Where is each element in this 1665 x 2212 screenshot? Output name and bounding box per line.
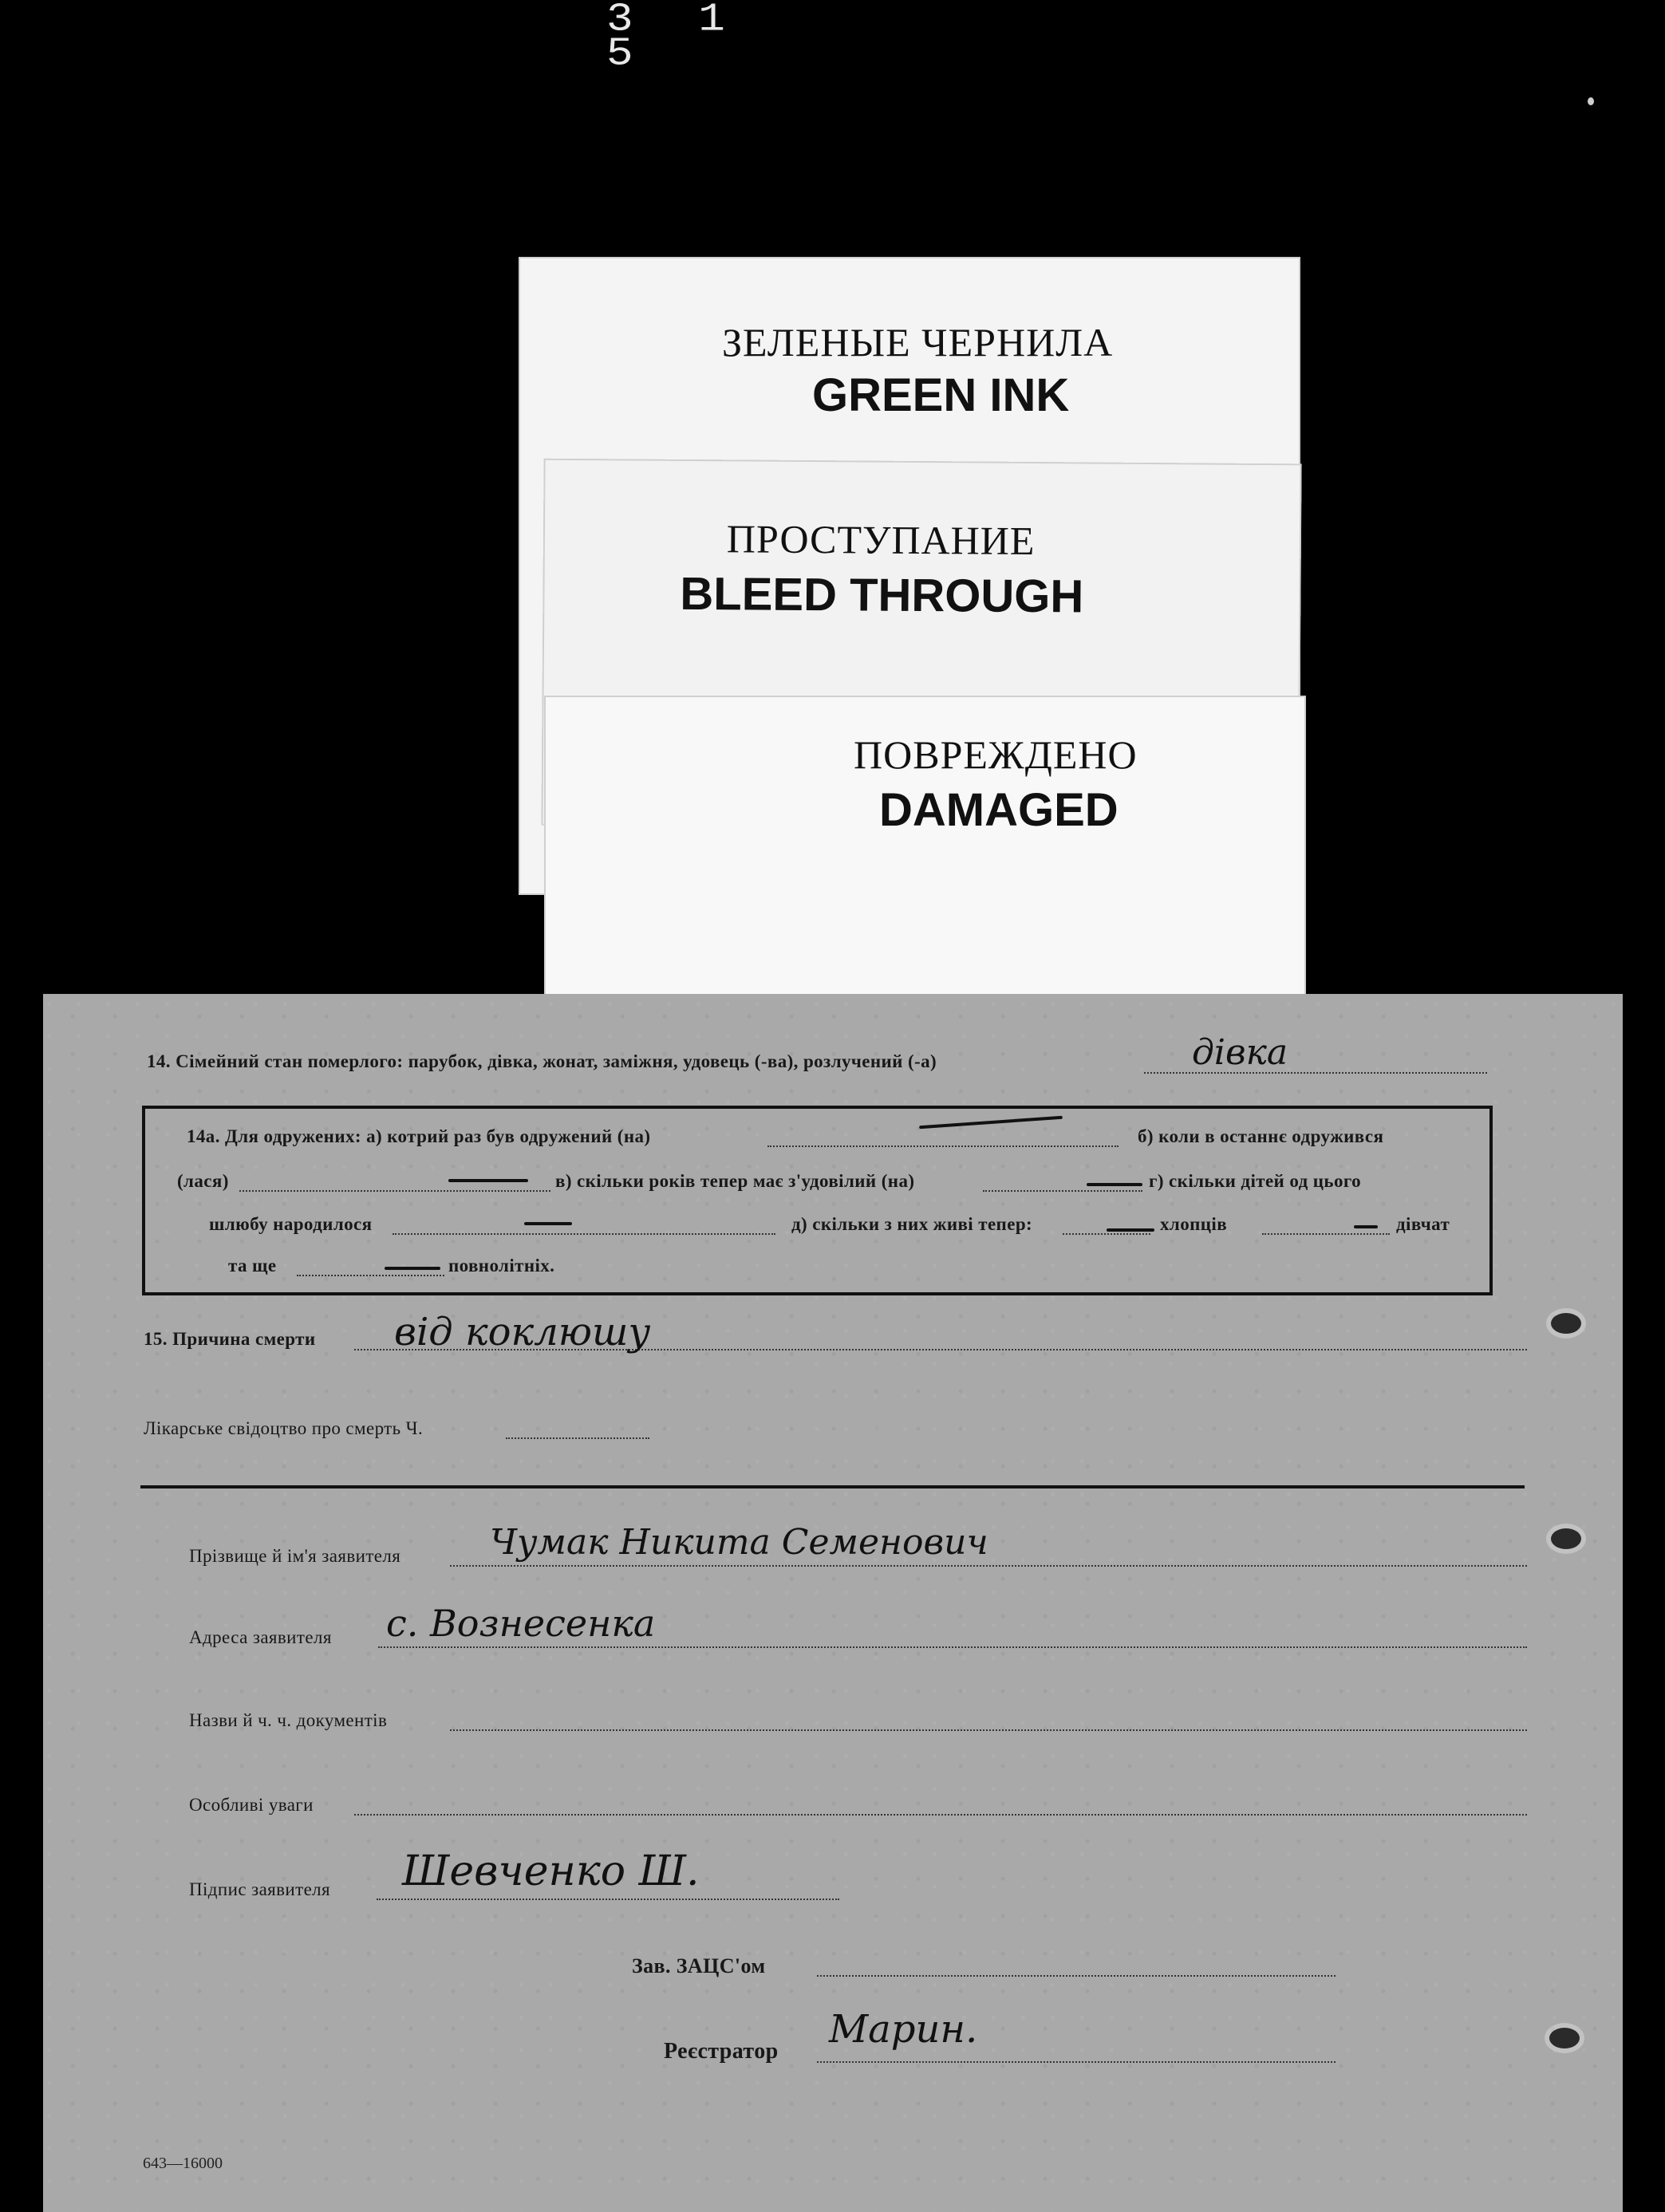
field-15-value: від коклюшу [394, 1310, 651, 1354]
applicant-address-line [378, 1646, 1527, 1648]
label-damaged-ru: ПОВРЕЖДЕНО [854, 732, 1138, 777]
documents-line [450, 1729, 1527, 1731]
label-damaged-en: DAMAGED [879, 784, 1119, 836]
registrar-line [817, 2061, 1336, 2063]
applicant-name-value: Чумак Никита Семенович [490, 1522, 988, 1563]
field-14a-line2a: (лася) [177, 1171, 229, 1191]
zags-head-line [817, 1975, 1336, 1977]
documents-label: Назви й ч. ч. документів [189, 1710, 388, 1730]
field-14a-line3-dots-3 [1262, 1233, 1390, 1235]
field-14a-line3-dots-2 [1063, 1233, 1150, 1235]
field-14a-line3b: д) скільки з них живі тепер: [791, 1214, 1033, 1234]
applicant-signature: Шевченко Ш. [402, 1847, 700, 1895]
applicant-name-label: Прізвище й ім'я заявителя [189, 1546, 401, 1566]
section-divider [140, 1485, 1525, 1488]
dash-stroke [1354, 1225, 1378, 1228]
dash-stroke [919, 1116, 1063, 1130]
dash-stroke [1107, 1228, 1154, 1232]
applicant-address-label: Адреса заявителя [189, 1627, 332, 1647]
applicant-name-line [450, 1565, 1527, 1567]
damage-hole [1551, 1313, 1581, 1334]
field-14a-line2-dots-2 [983, 1190, 1142, 1192]
signature-label: Підпис заявителя [189, 1879, 331, 1899]
field-14a-line1b: б) коли в останнє одружився [1138, 1126, 1384, 1146]
field-14a-line2-dots-1 [239, 1190, 550, 1192]
dash-stroke [448, 1179, 528, 1182]
notes-label: Особливі уваги [189, 1795, 314, 1815]
dash-stroke [524, 1222, 572, 1225]
film-speck [1588, 97, 1594, 105]
registrar-label: Реєстратор [664, 2039, 779, 2064]
label-green-ink-ru: ЗЕЛЕНЫЕ ЧЕРНИЛА [722, 320, 1114, 365]
label-damaged [544, 696, 1306, 999]
field-14-value: дівка [1192, 1032, 1288, 1073]
death-record-form [43, 994, 1623, 2212]
field-14a-line4b: повнолітніх. [448, 1256, 555, 1276]
signature-line [377, 1899, 839, 1900]
damage-hole [1551, 1528, 1581, 1549]
medical-certificate-label: Лікарське свідоцтво про смерть Ч. [144, 1418, 424, 1438]
field-14a-line3c: хлопців [1160, 1214, 1228, 1234]
field-14a-line2b: в) скільки років тепер має з'удовілий (на) [555, 1171, 915, 1191]
field-14a-line1-dots [767, 1145, 1119, 1147]
field-14a-line3a: шлюбу народилося [209, 1214, 373, 1234]
notes-line [354, 1814, 1527, 1816]
field-14a-box [142, 1106, 1493, 1295]
applicant-address-value: с. Вознесенка [386, 1602, 656, 1645]
label-bleed-through-ru: ПРОСТУПАНИЕ [726, 516, 1036, 563]
field-14a-line4-dots [297, 1275, 444, 1276]
print-code: 643—16000 [143, 2155, 223, 2172]
field-14a-line2c: г) скільки дітей од цього [1149, 1171, 1362, 1191]
frame-number: 3 1 5 [606, 0, 744, 77]
field-14-label: 14. Сімейний стан померлого: парубок, дівка, жонат, заміжня, удовець (-ва), розлучений (-а) [147, 1051, 937, 1071]
field-14a-line3-dots-1 [393, 1233, 775, 1235]
field-15-label: 15. Причина смерти [144, 1329, 316, 1349]
dash-stroke [1087, 1183, 1142, 1186]
label-bleed-through-en: BLEED THROUGH [680, 567, 1084, 623]
medical-certificate-line [506, 1437, 649, 1439]
label-green-ink-en: GREEN INK [812, 369, 1070, 421]
zags-head-label: Зав. ЗАЦС'ом [632, 1954, 766, 1977]
damage-hole [1549, 2028, 1580, 2048]
field-14a-line1a: 14а. Для одружених: а) котрий раз був одружений (на) [187, 1126, 651, 1146]
field-14a-line3d: дівчат [1396, 1214, 1450, 1234]
field-14a-line4a: та ще [228, 1256, 277, 1276]
dash-stroke [385, 1267, 440, 1270]
registrar-signature: Марин. [829, 2007, 978, 2052]
